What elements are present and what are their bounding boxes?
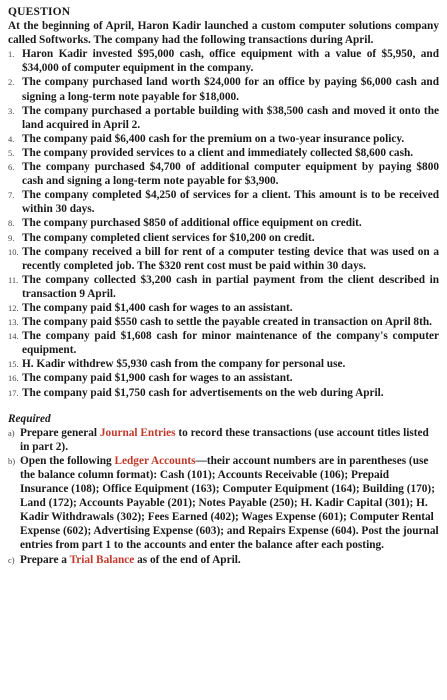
transaction-item bbox=[8, 245, 439, 273]
transaction-number: 7. bbox=[8, 190, 15, 201]
transaction-item bbox=[8, 371, 439, 385]
transaction-item bbox=[8, 231, 439, 245]
transaction-item bbox=[8, 104, 439, 132]
transaction-item bbox=[8, 146, 439, 160]
transaction-text: The company paid $1,900 cash for wages to an assistant. bbox=[22, 372, 293, 385]
transaction-text: H. Kadir withdrew $5,930 cash from the company for personal use. bbox=[22, 358, 346, 371]
transaction-item bbox=[8, 216, 439, 230]
transaction-number: 4. bbox=[8, 133, 15, 144]
transaction-text: The company paid $1,750 cash for advertisements on the web during April. bbox=[22, 386, 384, 399]
transaction-number: 11. bbox=[8, 274, 19, 285]
part-label: c) bbox=[8, 554, 15, 565]
transaction-item bbox=[8, 188, 439, 216]
transaction-text: Haron Kadir invested $95,000 cash, office equipment with a value of $5,950, and $34,000 of computer equipment in the company. bbox=[22, 48, 439, 75]
transaction-number: 15. bbox=[8, 359, 19, 370]
transaction-number: 16. bbox=[8, 373, 19, 384]
transaction-text: The company purchased land worth $24,000 for an office by paying $6,000 cash and signing a long-term note payable for $18,000. bbox=[22, 76, 439, 103]
transaction-number: 8. bbox=[8, 218, 15, 229]
question-heading: QUESTION bbox=[8, 6, 71, 18]
transaction-text: The company paid $1,400 cash for wages to an assistant. bbox=[22, 301, 293, 314]
transaction-text: The company purchased $850 of additional office equipment on credit. bbox=[22, 217, 362, 230]
transaction-number: 2. bbox=[8, 77, 15, 88]
transaction-number: 10. bbox=[8, 246, 19, 257]
transaction-text: The company paid $1,608 cash for minor maintenance of the company's computer equipment. bbox=[22, 330, 439, 357]
transaction-text: The company purchased a portable building with $38,500 cash and moved it onto the land acquired in April 2. bbox=[22, 104, 439, 131]
transaction-item bbox=[8, 329, 439, 357]
required-part bbox=[8, 454, 439, 553]
transaction-number: 12. bbox=[8, 302, 19, 313]
transaction-number: 3. bbox=[8, 105, 15, 116]
transaction-number: 6. bbox=[8, 162, 15, 173]
transaction-number: 5. bbox=[8, 147, 15, 158]
part-label: a) bbox=[8, 427, 15, 438]
required-part bbox=[8, 553, 439, 567]
transaction-list bbox=[8, 47, 439, 399]
trial-balance-link[interactable]: Trial Balance bbox=[69, 553, 135, 566]
transaction-text: The company purchased $4,700 of additional computer equipment by paying $800 cash and signing a long-term note payable for $3,900. bbox=[22, 161, 439, 188]
transaction-item bbox=[8, 357, 439, 371]
required-heading: Required bbox=[8, 412, 51, 425]
question-intro: At the beginning of April, Haron Kadir launched a custom computer solutions company called Softworks. The company had the following transactions during April. bbox=[8, 20, 439, 47]
part-text-before: Prepare general bbox=[20, 426, 100, 439]
transaction-text: The company paid $6,400 cash for the premium on a two-year insurance policy. bbox=[22, 132, 405, 145]
ledger-accounts-link[interactable]: Ledger Accounts bbox=[114, 454, 196, 467]
transaction-text: The company completed client services for $10,200 on credit. bbox=[22, 231, 315, 244]
transaction-item bbox=[8, 301, 439, 315]
transaction-item bbox=[8, 315, 439, 329]
transaction-text: The company provided services to a client and immediately collected $8,600 cash. bbox=[22, 146, 414, 159]
part-text-before: Open the following bbox=[20, 454, 115, 467]
transaction-number: 1. bbox=[8, 49, 15, 60]
transaction-item bbox=[8, 75, 439, 103]
part-text-after: —their account numbers are in parentheses (use the balance column format): Cash (101); Accounts Receivable (106); Prepaid Insurance (108); Office Equipment (163); Computer Equipment (164); Building (170); Land (172); Accounts Payable (201); Notes Payable (250); H. Kadir Capital (301); H. Kadir Withdrawals (302); Fees Earned (402); Wages Expense (601); Computer Rental Expense (602); Advertising Expense (603); and Repairs Expense (604). Post the journal entries from part 1 to the accounts and enter the balance after each posting. bbox=[20, 454, 439, 552]
transaction-text: The company paid $550 cash to settle the payable created in transaction on April 8th. bbox=[22, 316, 432, 329]
transaction-item bbox=[8, 47, 439, 75]
transaction-text: The company received a bill for rent of a computer testing device that was used on a recently completed job. The $320 rent cost must be paid within 30 days. bbox=[22, 245, 439, 272]
part-label: b) bbox=[8, 455, 16, 466]
part-text-after: to record these transactions (use account titles listed in part 2). bbox=[20, 426, 429, 453]
transaction-item bbox=[8, 160, 439, 188]
transaction-number: 17. bbox=[8, 387, 19, 398]
transaction-item bbox=[8, 386, 439, 400]
part-text-after: as of the end of April. bbox=[134, 553, 241, 566]
transaction-number: 9. bbox=[8, 232, 15, 243]
transaction-number: 13. bbox=[8, 317, 19, 328]
transaction-text: The company collected $3,200 cash in partial payment from the client described in transaction 9 April. bbox=[22, 273, 439, 300]
part-text-before: Prepare a bbox=[20, 553, 70, 566]
required-parts-list bbox=[8, 426, 439, 567]
transaction-item bbox=[8, 273, 439, 301]
transaction-text: The company completed $4,250 of services for a client. This amount is to be received within 30 days. bbox=[22, 189, 439, 216]
journal-entries-link[interactable]: Journal Entries bbox=[99, 426, 176, 439]
required-part bbox=[8, 426, 439, 454]
transaction-item bbox=[8, 132, 439, 146]
transaction-number: 14. bbox=[8, 331, 19, 342]
